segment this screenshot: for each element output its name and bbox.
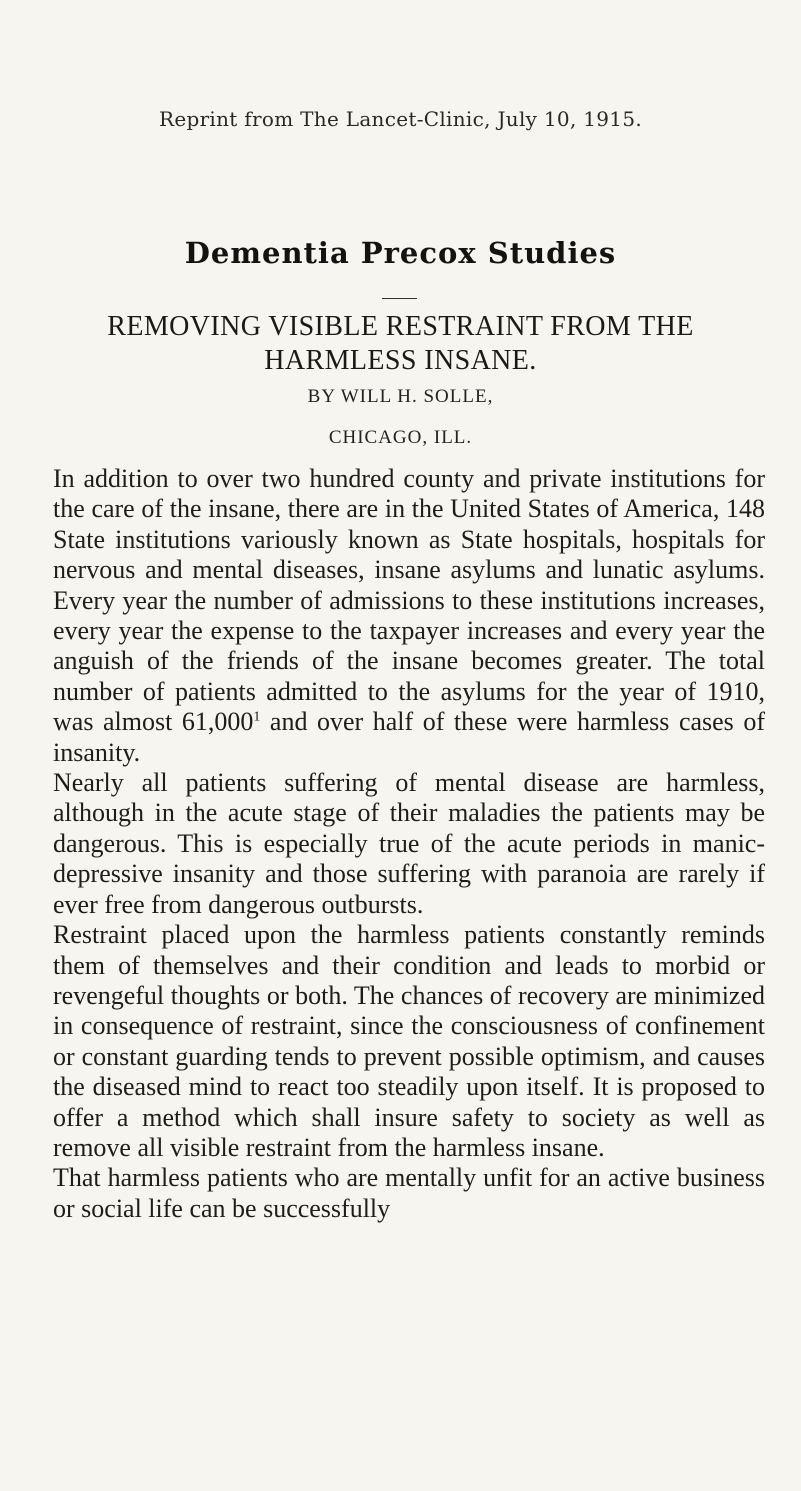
paragraph-1-continuation: and over half of these were harmless cases of insanity. [53, 707, 766, 767]
reprint-line: Reprint from The Lancet-Clinic, July 10, 1915. [158, 107, 643, 131]
paragraph-1-text: In addition to over two hundred county and private institutions for the care of the insane, there are in the United States of America, 148 State institutions variously known as State hospitals, hospitals for nervous and mental diseases, insane asylums and lunatic asylums. Every year the number of admissions to these institutions increases, every year the expense to the taxpayer increases and every year the anguish of the friends of the insane becomes greater. The total number of patients admitted to the asylums for the year of 1910, was almost 61,000 [53, 464, 765, 737]
footnote-marker: 1 [253, 709, 261, 725]
author-byline: BY WILL H. SOLLE, [307, 386, 494, 407]
paragraph-2: Nearly all patients suffering of mental disease are harmless, although in the acute stage of their maladies the patients may be dangerous. This is especially true of the acute periods in manic-depressive insanity and those suffering with paranoia are rarely if ever free from dangerous outbursts. [53, 768, 765, 919]
paragraph-1 [53, 464, 765, 768]
article-body [53, 464, 765, 1224]
article-title: REMOVING VISIBLE RESTRAINT FROM THE HARMLESS INSANE. [107, 311, 694, 376]
paragraph-4: That harmless patients who are mentally unfit for an active business or social life can be successfully [53, 1163, 765, 1223]
author-location: CHICAGO, ILL. [328, 427, 473, 448]
paragraph-3: Restraint placed upon the harmless patients constantly reminds them of themselves and their condition and leads to morbid or revengeful thoughts or both. The chances of recovery are minimized in consequence of restraint, since the consciousness of confinement or constant guarding tends to prevent possible optimism, and causes the diseased mind to react too steadily upon itself. It is proposed to offer a method which shall insure safety to society as well as remove all visible restraint from the harmless insane. [53, 920, 765, 1162]
series-title: Dementia Precox Studies [184, 236, 617, 270]
title-divider [382, 298, 417, 299]
